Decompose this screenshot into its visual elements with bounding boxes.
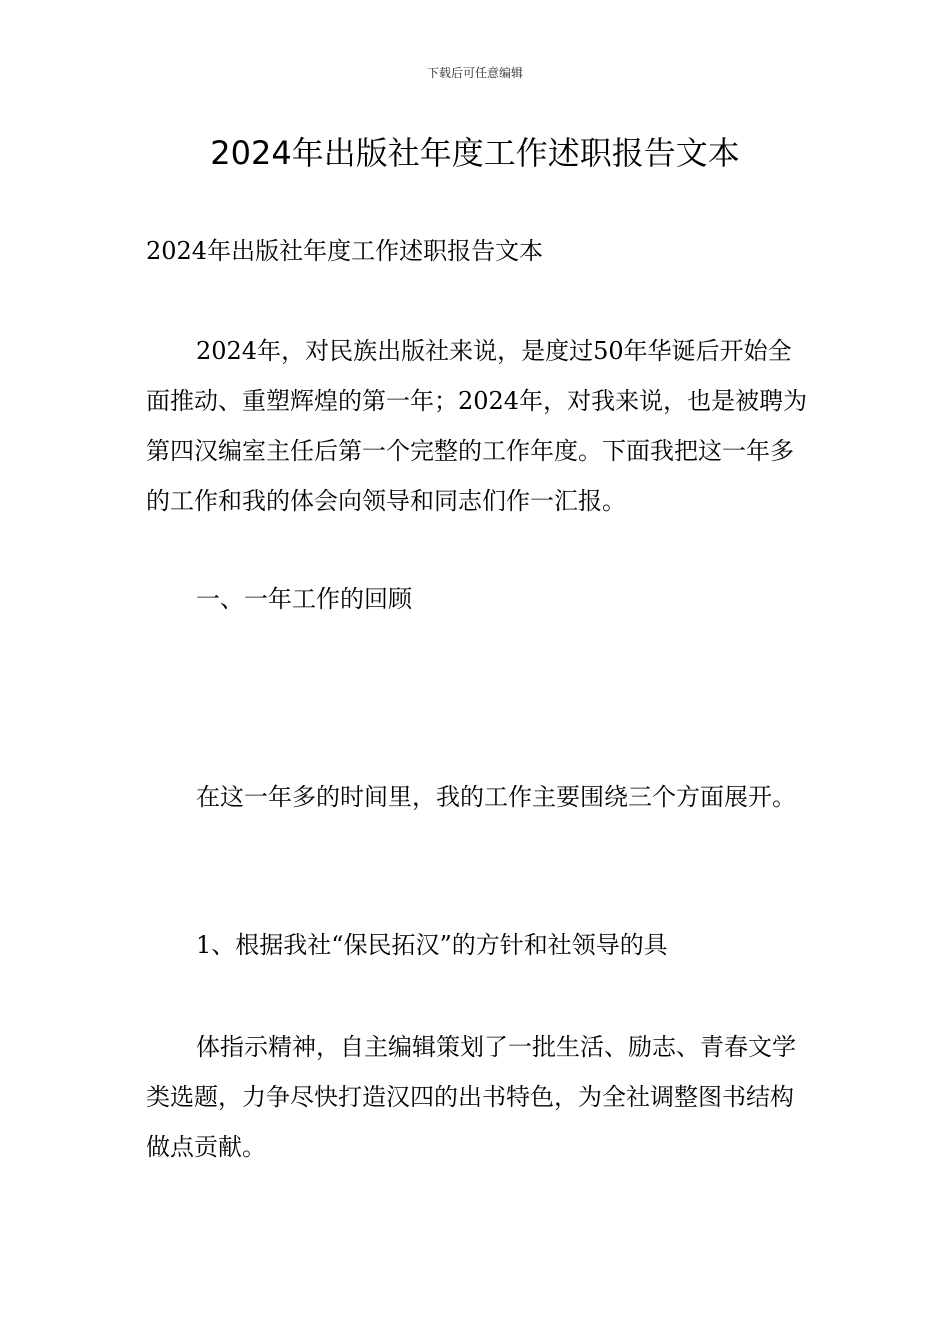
paragraph-intro: 2024年，对民族出版社来说，是度过50年华诞后开始全面推动、重塑辉煌的第一年；2024年，对我来说，也是被聘为第四汉编室主任后第一个完整的工作年度。下面我把这一年多的工作和我的体会向领导和同志们作一汇报。	[146, 337, 808, 515]
document-title: 2024年出版社年度工作述职报告文本	[210, 134, 740, 172]
paragraph-overview: 在这一年多的时间里，我的工作主要围绕三个方面展开。	[196, 783, 796, 811]
list-item-1: 1、根据我社“保民拓汉”的方针和社领导的具	[196, 931, 668, 959]
section-heading-review: 一、一年工作的回顾	[196, 585, 412, 613]
paragraph-item-1-continued: 体指示精神，自主编辑策划了一批生活、励志、青春文学类选题，力争尽快打造汉四的出书特色，为全社调整图书结构做点贡献。	[146, 1033, 796, 1161]
header-note: 下载后可任意编辑	[426, 66, 523, 80]
subtitle: 2024年出版社年度工作述职报告文本	[146, 237, 544, 265]
